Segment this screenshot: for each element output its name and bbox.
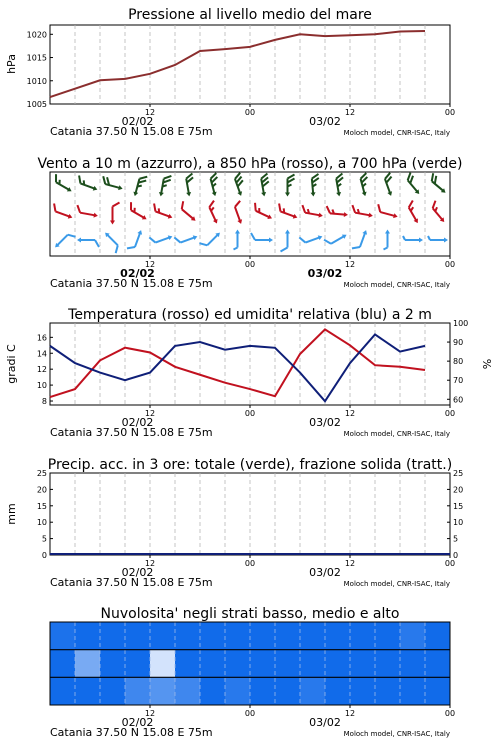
cloud-cell [375,622,401,650]
x-tick-label: 00 [244,709,256,718]
wind-barb [376,204,400,219]
y-tick-label: 15 [36,501,47,511]
cloud-cell [175,677,201,705]
precipitation-title: Precip. acc. in 3 ore: totale (verde), frazione solida (tratt.) [47,457,453,473]
y-tick-label: 10 [36,518,47,528]
barb-head [368,213,373,219]
date-label: 03/02 [309,115,341,128]
barb-head [68,214,73,220]
cloud-cell [400,650,426,678]
pressure-grid [75,25,425,104]
y-tick-label: 25 [36,469,47,478]
wind-panel [37,156,462,290]
cloud-cell [425,650,451,678]
barb-head [311,192,316,196]
x-tick-label: 12 [144,709,156,718]
date-label: 02/02 [121,416,154,429]
temperature-plot-frame [50,323,450,405]
barb-head [285,230,290,234]
barb-shaft [155,211,169,216]
cloud-cell [275,677,301,705]
barb-head [293,214,298,220]
cloud-cell [275,622,301,650]
barb-shaft [80,213,95,216]
precipitation-grid [75,473,425,555]
wind-barb [428,236,448,243]
cloud-cell [400,677,426,705]
barb-shaft [80,183,94,188]
cloud-cell [350,622,376,650]
cloud-cell [225,622,251,650]
barb-shaft [107,235,118,246]
barb-shaft [55,211,69,216]
y-tick-label: 14 [36,349,47,359]
barb-shaft [105,184,119,188]
date-label: 03/02 [309,566,341,579]
cloud-cell [250,622,276,650]
barb-shaft [182,209,193,219]
barb-flag [301,205,306,213]
y-tick-label: 100 [453,319,469,328]
barb-flag [352,245,360,251]
x-tick-label: 12 [144,108,156,117]
barb-head [168,214,173,220]
barb-head [137,229,143,234]
barb-shaft [131,210,144,218]
cloud-cell [375,650,401,678]
barb-shaft [180,237,194,242]
location-label: Catania 37.50 N 15.08 E 75m [50,726,213,739]
wind-barb [199,228,221,250]
wind-barb [110,203,120,225]
cloud-cell [250,677,276,705]
wind-barbs [51,173,450,253]
wind-barb [324,229,348,248]
temperature-y-label: gradi C [5,344,18,384]
x-tick-label: 12 [344,108,356,117]
wind-barb [309,174,320,197]
y-tick-label: 90 [453,338,464,348]
cloud-cell [125,650,151,678]
precipitation-panel [5,457,463,589]
wind-barb [101,176,125,191]
wind-barb [100,231,122,253]
barb-flag [68,232,76,240]
humidity-y-label: % [481,358,494,370]
cloud-cell [300,677,326,705]
wind-barb [51,174,75,193]
barb-flag [53,174,60,182]
barb-head [444,238,448,243]
wind-barb [151,203,175,219]
barb-shaft [433,208,443,219]
wind-barb [158,174,171,197]
wind-barb [285,175,295,197]
location-label: Catania 37.50 N 15.08 E 75m [50,426,213,439]
barb-head [77,238,81,243]
barb-head [193,234,198,240]
barb-flag [251,233,255,240]
cloud-cell [325,677,351,705]
cloud-cell [350,677,376,705]
barb-head [93,186,98,192]
cloud-cell [100,622,126,650]
barb-flag [77,175,83,183]
barb-flag [113,203,120,207]
barb-head [110,221,115,225]
barb-head [362,229,368,234]
wind-barb [301,205,324,218]
x-tick-label: 00 [244,108,256,117]
barb-flag [128,202,135,210]
barb-shaft [380,212,394,216]
barb-flag [199,240,207,248]
barb-head [393,213,398,219]
x-tick-label: 00 [444,709,456,718]
date-label: 02/02 [121,115,154,128]
wind-barb [352,228,368,252]
barb-head [285,193,290,197]
pressure-x-axis [50,104,455,138]
cloud-cell [375,677,401,705]
cloud-cell [325,622,351,650]
wind-barb [251,203,275,221]
wind-barb [205,201,223,225]
wind-barb [326,206,349,217]
x-tick-label: 12 [144,409,156,418]
x-tick-label: 12 [144,559,156,568]
barb-flag [252,203,259,211]
barb-shaft [155,237,169,242]
wind-barb [427,173,450,194]
cloud-cell [50,622,76,650]
wind-barb [384,230,391,250]
x-tick-label: 00 [244,559,256,568]
wind-barb [251,233,273,243]
pressure-title: Pressione al livello medio del mare [128,7,372,23]
wind-barb [51,203,75,219]
temperature-line [50,329,425,397]
barb-head [186,192,192,197]
barb-shaft [408,180,418,191]
clouds-title: Nuvolosita' negli strati basso, medio e alto [100,606,400,622]
x-tick-label: 00 [444,260,456,269]
barb-head [237,219,243,224]
barb-flag [152,203,158,211]
wind-barb [231,173,247,197]
location-label: Catania 37.50 N 15.08 E 75m [50,125,213,138]
cloud-cell [200,622,226,650]
cloud-cell [100,677,126,705]
cloud-cell [150,677,176,705]
wind-barb [381,173,397,197]
pressure-line [50,31,425,97]
precipitation-plot-frame [50,473,450,555]
wind-barb [126,202,150,221]
barb-shaft [432,181,443,191]
wind-barb [207,173,222,197]
y-tick-label: 20 [36,485,47,495]
y-tick-label: 5 [41,534,47,544]
y-tick-label: 0 [41,551,47,560]
cloud-cell [50,650,76,678]
barb-flag [113,245,121,253]
y-tick-label: 70 [453,376,464,386]
barb-head [419,238,423,243]
barb-half-flag [384,248,388,250]
wind-barb [405,201,424,225]
cloud-cell [175,650,201,678]
wind-barb [149,230,173,246]
barb-head [385,230,390,234]
barb-flag [95,240,99,247]
barb-head [118,185,123,191]
barb-head [93,213,98,219]
precipitation-x-axis [50,555,455,589]
x-tick-label: 00 [244,260,256,269]
cloud-cell [75,650,101,678]
cloud-cell [100,650,126,678]
barb-flag [288,175,295,179]
cloud-cell [75,622,101,650]
barb-head [261,192,267,197]
barb-head [168,234,173,240]
barb-head [235,230,240,234]
cloud-cell [125,622,151,650]
x-tick-label: 12 [344,260,356,269]
barb-shaft [280,211,294,216]
model-credit: Moloch model, CNR-ISAC, Italy [343,730,450,738]
model-credit: Moloch model, CNR-ISAC, Italy [343,580,450,588]
y-tick-label: 15 [453,501,464,511]
model-credit: Moloch model, CNR-ISAC, Italy [343,430,450,438]
pressure-y-label: hPa [5,54,18,74]
barb-flag [208,201,216,208]
wind-barb [183,173,196,196]
cloud-cell [225,677,251,705]
barb-flag [101,176,107,184]
wind-barb [281,230,291,252]
wind-barb [231,201,247,225]
y-tick-label: 5 [453,534,459,544]
barb-shaft [330,213,345,214]
cloud-cell [300,650,326,678]
cloud-cell [75,677,101,705]
y-tick-label: 10 [453,518,464,528]
wind-barb [174,230,198,246]
wind-barb [351,205,374,218]
barb-shaft [207,235,218,246]
barb-flag [52,203,58,211]
wind-barb [276,203,300,219]
cloud-cell [425,622,451,650]
wind-barb [177,201,200,222]
barb-shaft [355,213,370,216]
wind-barb [357,173,372,197]
wind-barb [76,205,99,218]
temperature-y-ticks [37,333,53,406]
wind-barb [77,238,99,248]
x-tick-label: 00 [444,409,456,418]
pressure-y-ticks [27,30,53,109]
barb-head [362,192,368,197]
barb-head [213,219,219,225]
barb-head [269,238,273,243]
cloud-cell [275,650,301,678]
barb-head [158,192,164,197]
barb-head [237,191,243,196]
cloud-cell [150,622,176,650]
barb-shaft [305,213,320,216]
barb-head [132,192,138,197]
barb-head [344,212,348,217]
barb-shaft [360,233,365,247]
barb-head [387,191,393,196]
barb-flag [277,203,283,211]
barb-head [212,192,218,197]
barb-flag [407,201,415,208]
pressure-plot-frame [50,25,450,104]
barb-flag [139,175,147,181]
date-label: 03/02 [309,416,341,429]
cloud-cell [200,677,226,705]
cloud-cell [400,622,426,650]
clouds-panel [50,606,455,739]
cloud-cell [50,677,76,705]
x-tick-label: 00 [444,559,456,568]
location-label: Catania 37.50 N 15.08 E 75m [50,277,213,290]
barb-flag [376,204,382,212]
wind-x-axis [50,256,455,290]
wind-barb [132,174,147,198]
wind-barb [234,230,241,250]
x-tick-label: 12 [344,409,356,418]
cloud-cell [225,650,251,678]
temperature-x-axis [50,405,455,439]
barb-head [267,214,273,220]
y-tick-label: 1005 [26,100,47,109]
y-tick-label: 16 [36,333,47,343]
y-tick-label: 1020 [26,30,47,40]
barb-flag [281,248,288,252]
date-label: 03/02 [307,267,343,280]
location-label: Catania 37.50 N 15.08 E 75m [50,576,213,589]
barb-half-flag [234,248,238,250]
precipitation-y-ticks-right [447,469,463,560]
temperature-title: Temperatura (rosso) ed umidita' relativa (blu) a 2 m [68,307,432,323]
x-tick-label: 00 [444,108,456,117]
clouds-x-axis [50,705,455,739]
barb-flag [76,205,81,213]
y-tick-label: 0 [453,551,459,560]
wind-barb [127,228,143,252]
barb-shaft [256,211,270,217]
y-tick-label: 1010 [26,76,47,86]
date-label: 02/02 [120,267,155,280]
barb-head [318,234,323,240]
barb-flag [234,201,242,207]
wind-barb [299,230,323,246]
y-tick-label: 10 [36,381,47,391]
x-tick-label: 00 [244,409,256,418]
y-tick-label: 25 [453,469,464,478]
barb-shaft [331,236,344,244]
wind-barb [258,173,271,196]
barb-flag [127,245,135,251]
barb-shaft [56,182,69,190]
wind-barb [428,201,449,224]
wind-grid [75,172,425,256]
y-tick-label: 80 [453,357,464,367]
wind-title: Vento a 10 m (azzurro), a 850 hPa (rosso), a 700 hPa (verde) [37,156,463,172]
humidity-line [50,334,425,401]
wind-barb [76,175,100,191]
precipitation-y-label: mm [5,503,18,525]
x-tick-label: 12 [144,260,156,269]
x-tick-label: 12 [344,559,356,568]
barb-shaft [305,237,319,242]
cloud-cell [125,677,151,705]
temperature-humidity-series [50,329,425,401]
cloud-cell [325,650,351,678]
precipitation-y-ticks [37,469,53,560]
y-tick-label: 1015 [26,53,47,63]
x-tick-label: 12 [344,709,356,718]
cloud-cell [150,650,176,678]
cloud-cell [425,677,451,705]
cloud-cell [200,650,226,678]
barb-half-flag [428,236,430,240]
y-tick-label: 20 [453,485,464,495]
temperature-panel [5,307,494,439]
barb-flag [179,201,187,209]
barb-shaft [135,233,140,247]
barb-flag [351,205,356,213]
cloud-cell [300,622,326,650]
barb-shaft [235,207,240,221]
barb-head [318,213,323,219]
y-tick-label: 8 [41,397,47,407]
model-credit: Moloch model, CNR-ISAC, Italy [343,281,450,289]
cloud-cell [350,650,376,678]
y-tick-label: 12 [36,365,47,375]
wind-barb [403,236,423,243]
pressure-series [50,31,425,97]
barb-half-flag [403,236,405,240]
model-credit: Moloch model, CNR-ISAC, Italy [343,129,450,137]
date-label: 02/02 [121,566,154,579]
wind-barb [333,173,346,196]
barb-shaft [57,235,68,246]
barb-head [336,192,342,197]
barb-flag [430,201,438,209]
wind-barb [403,173,424,196]
cloud-cell [250,650,276,678]
cloud-cell [175,622,201,650]
barb-flag [326,206,331,213]
wind-barb [53,230,75,252]
pressure-panel [5,7,455,138]
date-label: 02/02 [121,716,154,729]
date-label: 03/02 [309,716,341,729]
barb-flag [288,179,295,183]
y-tick-label: 60 [453,395,464,405]
